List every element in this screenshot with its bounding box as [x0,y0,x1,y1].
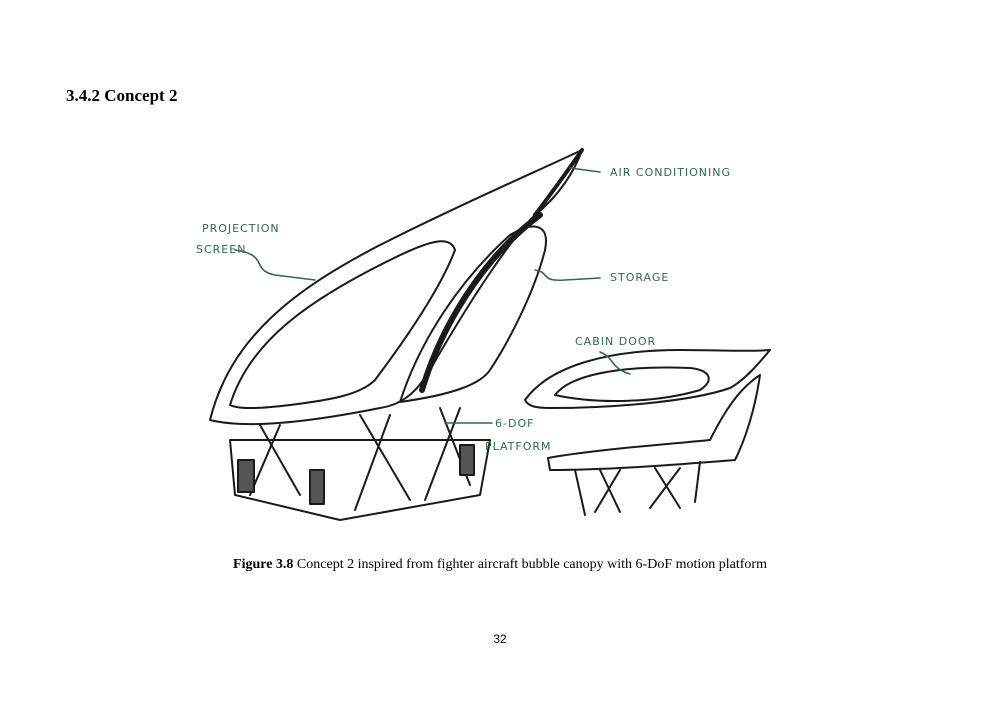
concept-sketch [190,140,790,530]
label-cabin-door: CABIN DOOR [575,335,657,348]
air-conditioning-vent [535,150,582,215]
main-canopy-shell [210,150,582,424]
label-projection-line1: PROJECTION [202,222,280,235]
label-platform-line1: 6-DOF [495,417,535,430]
actuator-block [310,470,324,504]
air-conditioning-arrow [570,168,600,172]
section-heading: 3.4.2 Concept 2 [66,86,178,105]
caption-label: Figure 3.8 [233,557,294,572]
label-projection-line2: SCREEN [196,243,247,256]
platform-leg [355,415,390,510]
side-platform-leg [650,468,680,508]
page-number: 32 [493,632,507,646]
storage-arrow [535,270,600,280]
side-platform-leg [575,470,585,515]
actuator-block [460,445,474,475]
label-storage: STORAGE [610,271,670,284]
label-platform-line2: PLATFORM [485,440,552,453]
side-platform-leg [695,462,700,502]
caption-text: Concept 2 inspired from fighter aircraft bubble canopy with 6-DoF motion platform [293,557,767,572]
concept-sketch-figure [190,140,790,530]
projection-arrow [235,250,315,280]
platform-leg [425,408,460,500]
side-platform-leg [595,470,620,512]
actuator-block [238,460,254,492]
label-air-conditioning: AIR CONDITIONING [610,166,732,179]
cabin-door-panel [555,367,709,401]
figure-caption [0,557,1000,573]
